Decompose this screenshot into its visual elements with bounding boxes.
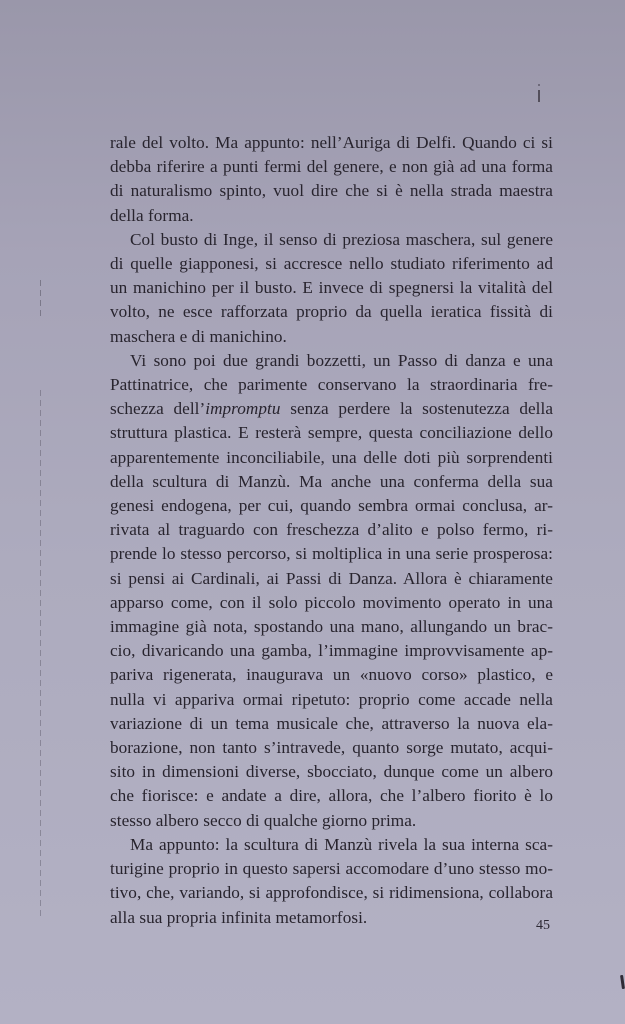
text-line: della scultura di Manzù. Ma anche una conferma della sua: [110, 471, 553, 491]
paragraph: [110, 131, 553, 228]
text-line: di naturalismo spinto, vuol dire che si è nella strada maestra: [110, 181, 553, 201]
text-line: Vi sono poi due grandi bozzetti, un Passo di danza e una: [130, 350, 553, 370]
text-line: prende lo stesso percorso, si moltiplica in una serie prosperosa:: [110, 544, 553, 564]
text-run: schezza dell’: [110, 399, 206, 419]
page-number: 45: [536, 918, 550, 933]
text-line: rale del volto. Ma appunto: nell’Auriga di Delfi. Quando ci si: [110, 133, 553, 152]
text-line: struttura plastica. E resterà sempre, questa conciliazione dello: [110, 423, 553, 443]
body-text: [110, 131, 553, 930]
text-line: apparentemente inconciliabile, una delle doti più sorprendenti: [110, 447, 553, 467]
binding-shadow-line: [40, 390, 41, 920]
text-line: apparso come, con il solo piccolo movimento operato in una: [110, 592, 553, 612]
text-line: turigine proprio in questo sapersi accomodare d’uno stesso mo-: [110, 859, 553, 879]
paragraph: [110, 228, 553, 349]
text-line: stesso albero secco di qualche giorno prima.: [110, 810, 417, 830]
text-line: rivata al traguardo con freschezza d’alito e polso fermo, ri-: [110, 520, 553, 540]
text-line: alla sua propria infinita metamorfosi.: [110, 907, 368, 927]
text-line: Col busto di Inge, il senso di preziosa maschera, sul genere: [130, 229, 553, 249]
text-line: si pensi ai Cardinali, ai Passi di Danza. Allora è chiaramente: [110, 568, 553, 588]
text-line: Pattinatrice, che parimente conservano la straordinaria fre-: [110, 375, 553, 395]
paragraph: [110, 349, 553, 833]
text-line: maschera e di manichino.: [110, 326, 287, 346]
text-line: volto, ne esce rafforzata proprio da quella ieratica fissità di: [110, 302, 553, 322]
paragraph: [110, 833, 553, 930]
text-line: pariva rigenerata, inaugurava un «nuovo corso» plastico, e: [110, 665, 553, 685]
text-line: della forma.: [110, 205, 194, 225]
text-line: sito in dimensioni diverse, sbocciato, dunque come un albero: [110, 762, 553, 782]
margin-mark: [538, 90, 540, 102]
text-run: senza perdere la sostenutezza della: [280, 399, 553, 419]
text-line: immagine già nota, spostando una mano, allungando un brac-: [110, 617, 553, 637]
text-line: genesi endogena, per cui, quando sembra ormai conclusa, ar-: [110, 496, 553, 516]
page-edge-mark: [620, 975, 625, 989]
text-line: Ma appunto: la scultura di Manzù rivela la sua interna sca-: [130, 834, 553, 854]
text-line: un manichino per il busto. E invece di spegnersi la vitalità del: [110, 278, 553, 298]
text-line: di quelle giapponesi, si accresce nello studiato riferimento ad: [110, 254, 553, 274]
text-line: tivo, che, variando, si approfondisce, si ridimensiona, collabora: [110, 883, 553, 903]
text-line: variazione di un tema musicale che, attraverso la nuova ela-: [110, 713, 553, 733]
binding-shadow-line: [40, 280, 41, 320]
text-line-with-italic: [110, 397, 553, 421]
italic-term: impromptu: [205, 399, 281, 419]
text-line: borazione, non tanto s’intravede, quanto sorge mutato, acqui-: [110, 738, 553, 758]
text-line: debba riferire a punti fermi del genere, e non già ad una forma: [110, 157, 553, 177]
text-line: che fiorisce: e andate a dire, allora, che l’albero fiorito è lo: [110, 786, 553, 806]
text-line: cio, divaricando una gamba, l’immagine improvvisamente ap-: [110, 641, 553, 661]
text-line: nulla vi appariva ormai ripetuto: proprio come accade nella: [110, 689, 553, 709]
